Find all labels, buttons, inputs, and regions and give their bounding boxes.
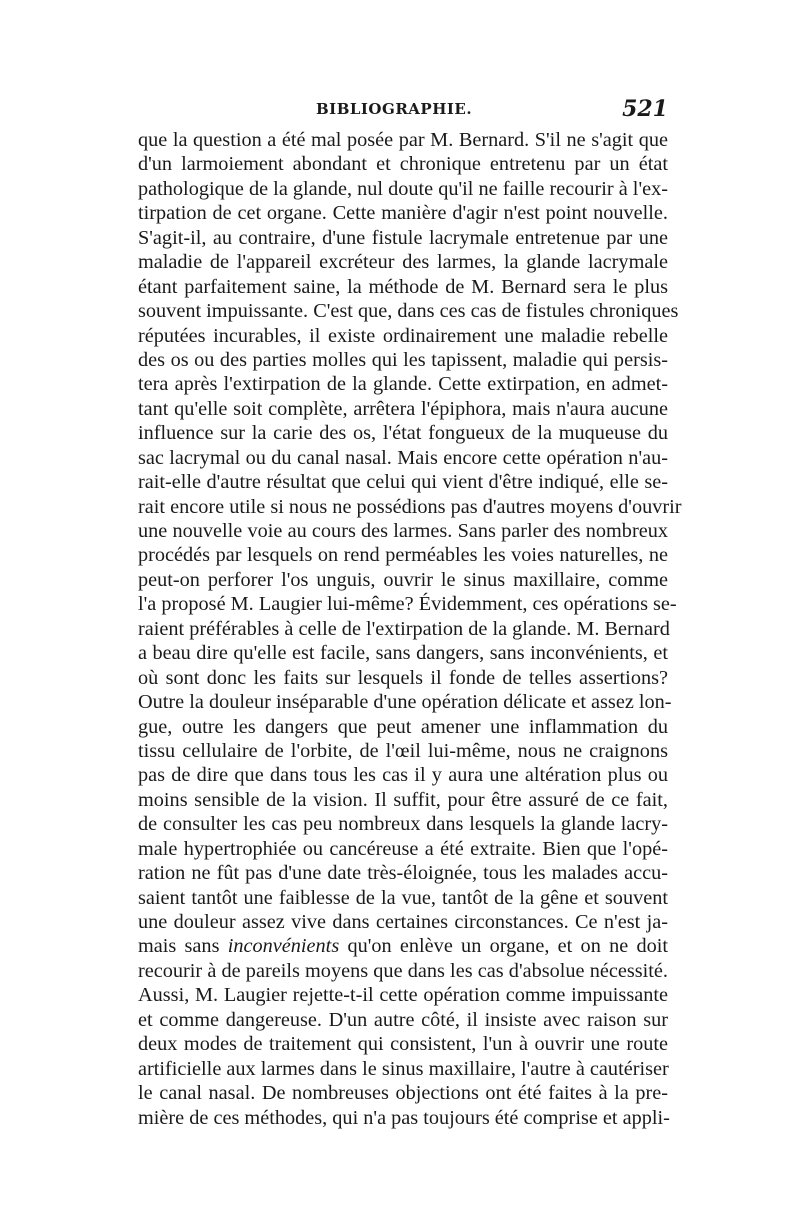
text-line: où sont donc les faits sur lesquels il fonde de telles assertions? [138,666,668,689]
text-line: S'agit-il, au contraire, d'une fistule lacrymale entretenue par une [138,226,668,249]
text-line: a beau dire qu'elle est facile, sans dangers, sans inconvénients, et [138,642,668,665]
text-line: sac lacrymal ou du canal nasal. Mais encore cette opération n'au- [138,446,668,469]
text-line: Outre la douleur inséparable d'une opération délicate et assez lon- [138,691,672,714]
text-line: male hypertrophiée ou cancéreuse a été extraite. Bien que l'opé- [138,837,668,860]
text-line: tissu cellulaire de l'orbite, de l'œil lui-même, nous ne craignons [138,739,668,762]
text-line: moins sensible de la vision. Il suffit, pour être assuré de ce fait, [138,788,668,811]
text-line: ration ne fût pas d'une date très-éloignée, tous les malades accu- [138,862,668,885]
text-line: souvent impuissante. C'est que, dans ces cas de fistules chroniques [138,300,679,323]
text-line: saient tantôt une faiblesse de la vue, tantôt de la gêne et souvent [138,886,668,909]
text-line: le canal nasal. De nombreuses objections ont été faites à la pre- [138,1082,668,1105]
text-line: mière de ces méthodes, qui n'a pas toujours été comprise et appli- [138,1106,670,1129]
text-line: étant parfaitement saine, la méthode de M. Bernard sera le plus [138,275,668,298]
text-fragment: qu'on enlève un organe, et on ne doit [339,935,668,958]
text-line: tera après l'extirpation de la glande. Cette extirpation, en admet- [138,373,668,396]
text-line: peut-on perforer l'os unguis, ouvrir le sinus maxillaire, comme [138,568,668,591]
text-line: recourir à de pareils moyens que dans les cas d'absolue nécessité. [138,959,668,982]
italic-word: inconvénients [227,935,340,958]
text-line: maladie de l'appareil excréteur des larmes, la glande lacrymale [138,251,668,274]
text-line: influence sur la carie des os, l'état fongueux de la muqueuse du [138,422,668,445]
text-line: des os ou des parties molles qui les tapissent, maladie qui persis- [138,348,668,371]
text-line-with-italic [138,934,668,958]
text-line: que la question a été mal posée par M. Bernard. S'il ne s'agit que [138,129,668,151]
text-line: deux modes de traitement qui consistent, l'un à ouvrir une route [138,1033,668,1056]
text-line: une nouvelle voie au cours des larmes. Sans parler des nombreux [138,520,668,542]
text-line: artificielle aux larmes dans le sinus maxillaire, l'autre à cautériser [138,1057,669,1080]
text-line: réputées incurables, il existe ordinairement une maladie rebelle [138,324,668,347]
text-line: procédés par lesquels on rend perméables les voies naturelles, ne [138,544,668,567]
text-line: l'a proposé M. Laugier lui-même? Évidemment, ces opérations se- [138,593,677,616]
text-line: raient préférables à celle de l'extirpation de la glande. M. Bernard [138,617,670,640]
text-line: pathologique de la glande, nul doute qu'il ne faille recourir à l'ex- [138,177,668,200]
text-line: Aussi, M. Laugier rejette-t-il cette opération comme impuissante [138,984,668,1007]
text-line: rait-elle d'autre résultat que celui qui vient d'être indiqué, elle se- [138,471,668,494]
running-head: BIBLIOGRAPHIE. [316,100,473,118]
text-line: et comme dangereuse. D'un autre côté, il insiste avec raison sur [138,1008,668,1031]
text-line: d'un larmoiement abondant et chronique entretenu par un état [138,153,668,176]
page-header [138,96,668,130]
page-number: 521 [622,96,668,122]
text-line: pas de dire que dans tous les cas il y aura une altération plus ou [138,764,668,787]
body-text [138,128,682,1130]
text-line: rait encore utile si nous ne possédions pas d'autres moyens d'ouvrir [138,495,682,518]
text-line: tant qu'elle soit complète, arrêtera l'épiphora, mais n'aura aucune [138,397,668,420]
text-fragment: mais sans [138,935,228,958]
text-line: gue, outre les dangers que peut amener une inflammation du [138,715,668,738]
text-line: tirpation de cet organe. Cette manière d'agir n'est point nouvelle. [138,202,668,225]
text-line: de consulter les cas peu nombreux dans lesquels la glande lacry- [138,813,668,836]
text-line: une douleur assez vive dans certaines circonstances. Ce n'est ja- [138,911,668,933]
